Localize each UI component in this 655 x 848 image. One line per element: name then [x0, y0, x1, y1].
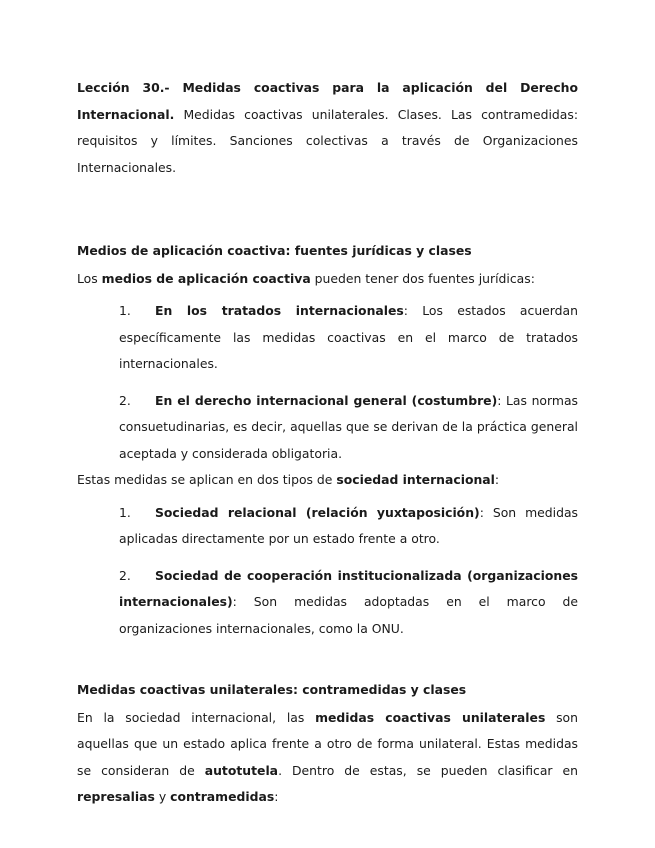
section-heading-medios: Medios de aplicación coactiva: fuentes jurídicas y clases	[77, 243, 472, 258]
types-intro: Estas medidas se aplican en dos tipos de sociedad internacional:	[77, 472, 500, 487]
types-list	[77, 500, 578, 643]
types-intro-bold: sociedad internacional	[336, 472, 495, 487]
lesson-subtitle: Medidas coactivas unilaterales. Clases. Las contramedidas: requisitos y límites. Sanciones colectivas a través de Organizaciones Internacionales.	[77, 106, 578, 175]
list-item: 1. En los tratados internacionales: Los estados acuerdan específicamente las medidas coactivas en el marco de tratados internacionales.	[119, 303, 578, 371]
lesson-title: Lección 30.- Medidas coactivas para la aplicación del Derecho Internacional.	[77, 80, 578, 122]
sources-intro-bold: medios de aplicación coactiva	[101, 270, 311, 286]
unilateral-paragraph: En la sociedad internacional, las medidas coactivas unilaterales son aquellas que un estado aplica frente a otro de forma unilateral. Estas medidas se consideran de autotutela. Dentro de estas, se pueden clasificar en represalias y contramedidas:	[77, 709, 578, 804]
list-item: 2. Sociedad de cooperación institucionalizada (organizaciones internacionales): Son medidas adoptadas en el marco de organizaciones internacionales, como la ONU.	[119, 567, 578, 636]
section-heading-unilaterales: Medidas coactivas unilaterales: contramedidas y clases	[77, 682, 467, 697]
sources-list	[77, 298, 578, 467]
list-item: 1. Sociedad relacional (relación yuxtaposición): Son medidas aplicadas directamente por un estado frente a otro.	[119, 504, 579, 546]
lesson-header	[77, 75, 578, 181]
sources-intro: Los medios de aplicación coactiva pueden tener dos fuentes jurídicas:	[77, 270, 535, 286]
list-item: 2. En el derecho internacional general (costumbre): Las normas consuetudinarias, es decir, aquellas que se derivan de la práctica general aceptada y considerada obligatoria.	[119, 392, 578, 461]
